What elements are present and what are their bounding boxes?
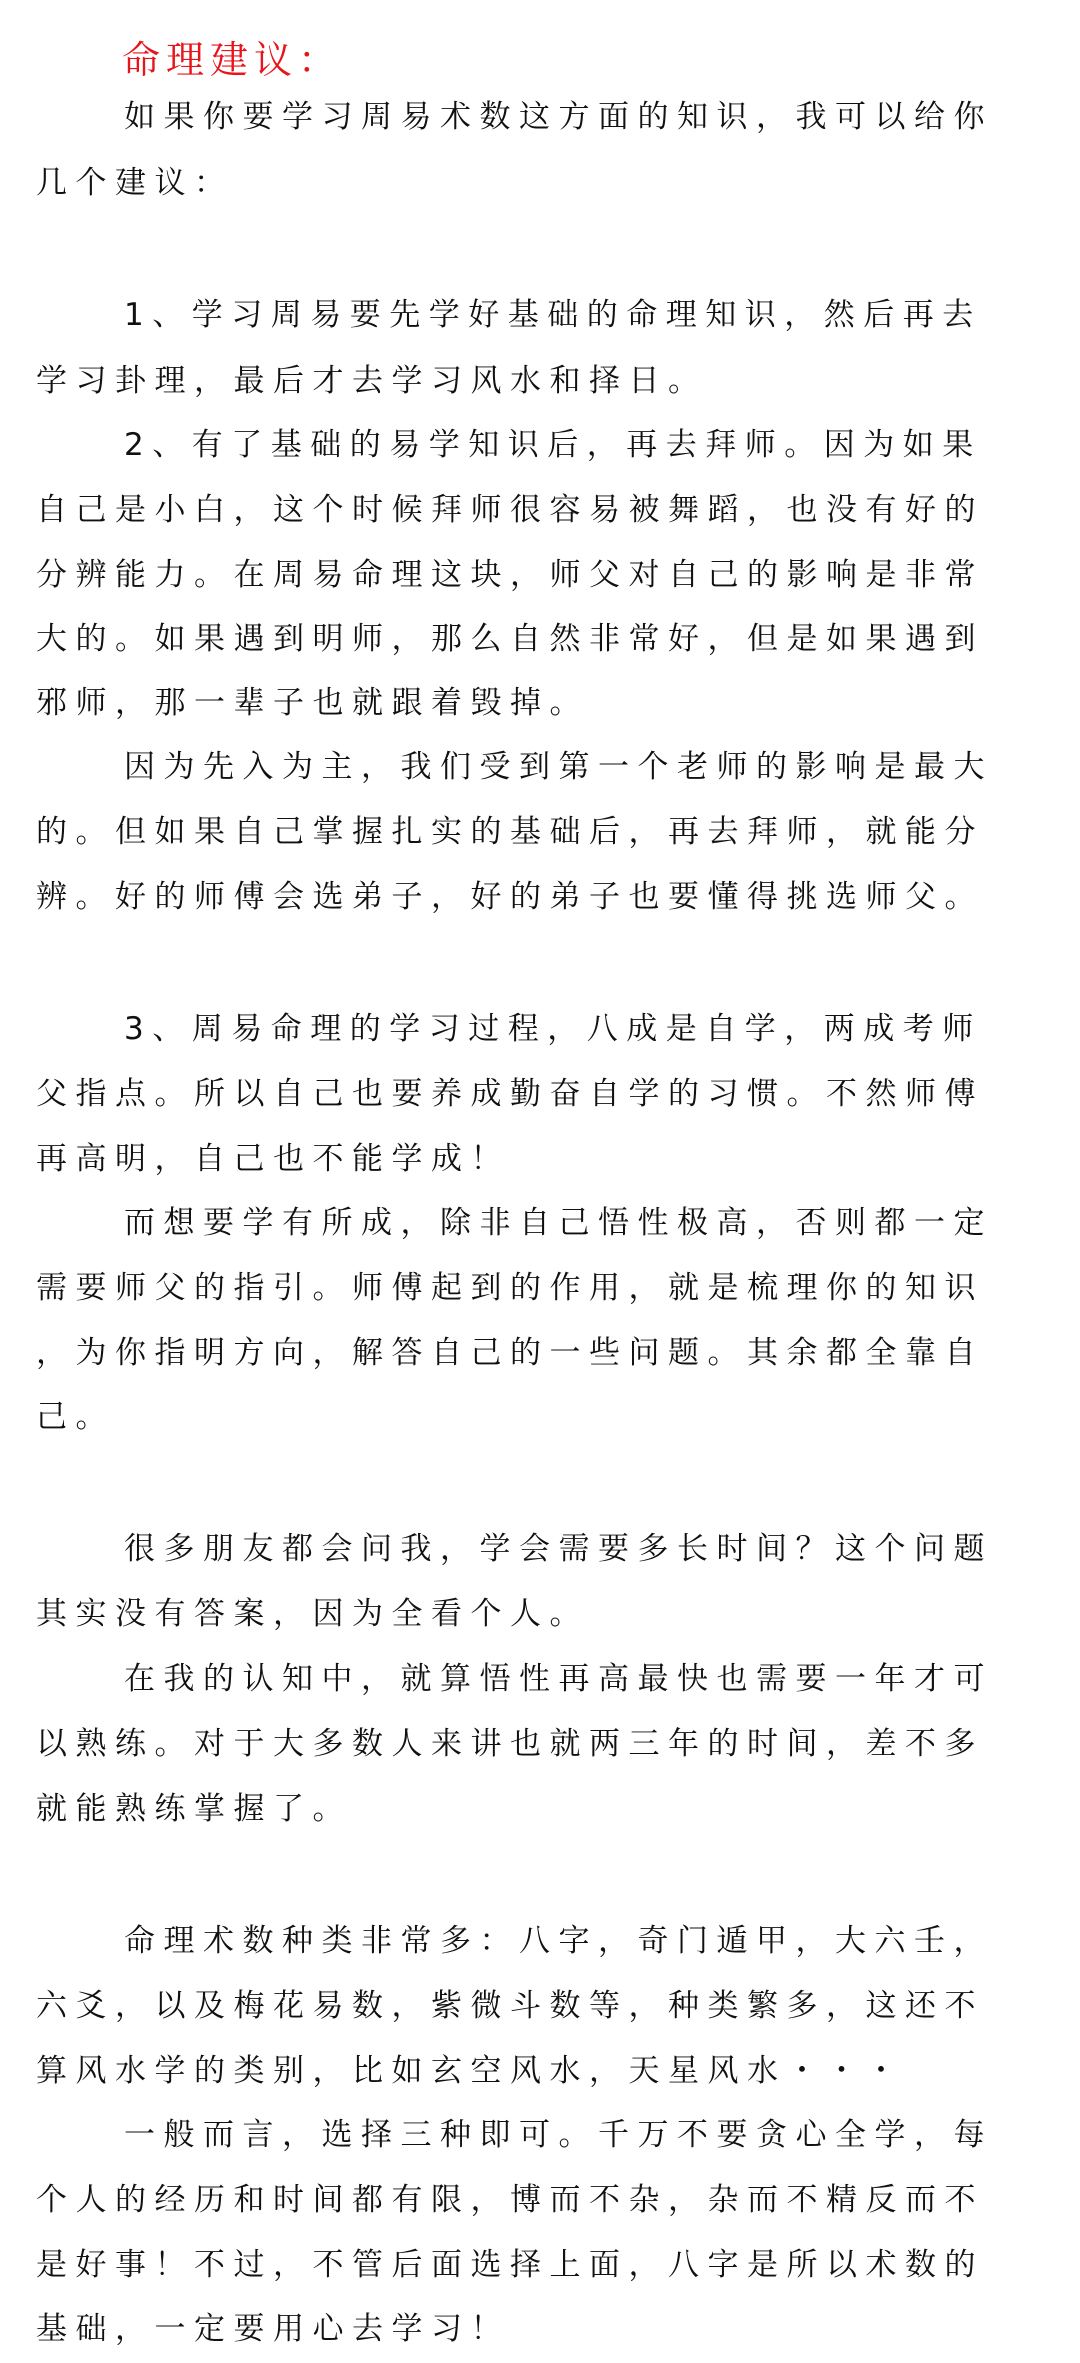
text-line-content: 在我的认知中，就算悟性再高最快也需要一年才可 — [124, 1661, 993, 1697]
text-line — [0, 1134, 1080, 1184]
text-line-content: 是好事！不过，不管后面选择上面，八字是所以术数的 — [36, 2247, 984, 2283]
text-line-content: 3、周易命理的学习过程，八成是自学，两成考师 — [124, 1011, 982, 1047]
text-line-content: 2、有了基础的易学知识后，再去拜师。因为如果 — [124, 427, 982, 463]
text-line — [0, 1524, 1080, 1574]
text-line — [0, 1198, 1080, 1248]
text-line — [0, 742, 1080, 792]
text-line — [0, 614, 1080, 664]
text-line-content: 命理术数种类非常多：八字，奇门遁甲，大六壬， — [124, 1923, 993, 1959]
text-line-content: 基础，一定要用心去学习！ — [36, 2311, 510, 2347]
text-line — [0, 420, 1080, 470]
text-line — [0, 1981, 1080, 2031]
text-line — [0, 1916, 1080, 1966]
text-line-content: 很多朋友都会问我，学会需要多长时间？这个问题 — [124, 1531, 993, 1567]
text-line — [0, 1004, 1080, 1054]
text-line — [0, 290, 1080, 340]
text-line-content: 因为先入为主，我们受到第一个老师的影响是最大 — [124, 749, 993, 785]
text-line — [0, 2240, 1080, 2290]
text-line — [0, 1328, 1080, 1378]
text-line — [0, 1654, 1080, 1704]
text-line — [0, 807, 1080, 857]
text-line-content: 大的。如果遇到明师，那么自然非常好，但是如果遇到 — [36, 621, 984, 657]
text-line-content: 的。但如果自己掌握扎实的基础后，再去拜师，就能分 — [36, 814, 984, 850]
text-line — [0, 92, 1080, 142]
text-line — [0, 2175, 1080, 2225]
text-line — [0, 356, 1080, 406]
text-line-content: 己。 — [36, 1399, 115, 1435]
text-line — [0, 1392, 1080, 1442]
page-title: 命理建议： — [122, 38, 343, 82]
text-line — [0, 485, 1080, 535]
text-line-content: 父指点。所以自己也要养成勤奋自学的习惯。不然师傅 — [36, 1076, 984, 1112]
text-line — [0, 2110, 1080, 2160]
text-line-content: 邪师，那一辈子也就跟着毁掉。 — [36, 685, 589, 721]
text-line — [0, 1589, 1080, 1639]
text-line — [0, 1069, 1080, 1119]
text-line-content: 个人的经历和时间都有限，博而不杂，杂而不精反而不 — [36, 2182, 984, 2218]
text-line-content: ，为你指明方向，解答自己的一些问题。其余都全靠自 — [36, 1335, 984, 1371]
text-line-content: 1、学习周易要先学好基础的命理知识，然后再去 — [124, 297, 982, 333]
text-line — [0, 2304, 1080, 2354]
text-line-content: 如果你要学习周易术数这方面的知识，我可以给你 — [124, 99, 993, 135]
text-line — [0, 550, 1080, 600]
text-line-content: 几个建议： — [36, 165, 234, 201]
text-line — [0, 2046, 1080, 2096]
text-line — [0, 678, 1080, 728]
text-line-content: 其实没有答案，因为全看个人。 — [36, 1596, 589, 1632]
text-line-content: 需要师父的指引。师傅起到的作用，就是梳理你的知识 — [36, 1270, 984, 1306]
text-line-content: 六爻，以及梅花易数，紫微斗数等，种类繁多，这还不 — [36, 1988, 984, 2024]
text-line — [0, 1263, 1080, 1313]
text-line-content: 以熟练。对于大多数人来讲也就两三年的时间，差不多 — [36, 1726, 984, 1762]
text-line — [0, 872, 1080, 922]
text-line-content: 再高明，自己也不能学成！ — [36, 1141, 510, 1177]
text-line — [0, 1719, 1080, 1769]
text-line — [0, 1784, 1080, 1834]
text-line-content: 辨。好的师傅会选弟子，好的弟子也要懂得挑选师父。 — [36, 879, 984, 915]
text-line-content: 自己是小白，这个时候拜师很容易被舞蹈，也没有好的 — [36, 492, 984, 528]
text-line-content: 一般而言，选择三种即可。千万不要贪心全学，每 — [124, 2117, 993, 2153]
text-line-content: 学习卦理，最后才去学习风水和择日。 — [36, 363, 708, 399]
text-line — [0, 158, 1080, 208]
text-line-content: 就能熟练掌握了。 — [36, 1791, 352, 1827]
text-line-content: 算风水学的类别，比如玄空风水，天星风水・・・ — [36, 2053, 905, 2089]
text-line-content: 而想要学有所成，除非自己悟性极高，否则都一定 — [124, 1205, 993, 1241]
text-line-content: 分辨能力。在周易命理这块，师父对自己的影响是非常 — [36, 557, 984, 593]
